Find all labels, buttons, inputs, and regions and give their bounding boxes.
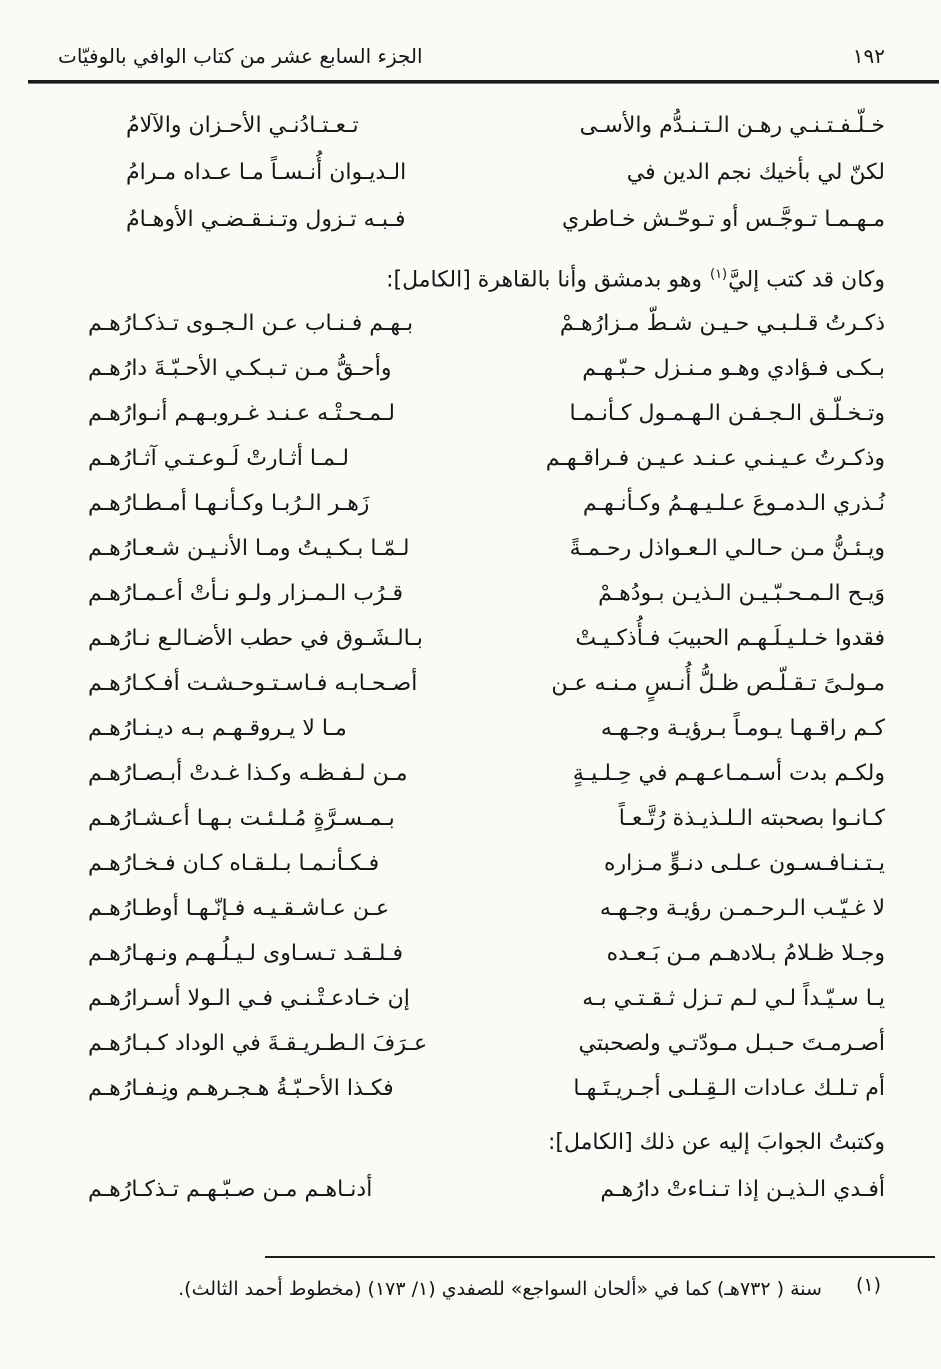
footnote — [0, 1258, 941, 1304]
verse-line — [88, 436, 885, 481]
verse-line — [88, 976, 885, 1021]
page-number: ١٩٢ — [852, 44, 885, 68]
verse-line — [88, 391, 885, 436]
second-hemistich: بـمـسـرَّةٍ مُـلـئـت بـهـا أعـشـارُهـم — [88, 806, 395, 831]
verse-line — [126, 196, 885, 243]
verse-line — [88, 481, 885, 526]
second-hemistich: لـمـحـتْـه عـنـد غـروبـهـم أنـوارُهـم — [88, 401, 396, 426]
verse-line — [88, 796, 885, 841]
first-hemistich: ويـئـنُّ مـن حـالـي الـعـواذل رحـمـةً — [569, 536, 885, 561]
second-hemistich: لـمّـا بـكـيـتُ ومـا الأنـيـن شـعـارُهـم — [88, 536, 410, 561]
second-hemistich: فـلـقـد تـسـاوى لـيـلُـهـم ونـهـارُهـم — [88, 941, 403, 966]
second-hemistich: أصـحـابـه فـاسـتـوحـشـت أفـكـارُهـم — [88, 671, 418, 696]
first-hemistich: يـا سـيّـداً لـي لـم تـزل ثـقـتـي بـه — [582, 986, 885, 1011]
poem-reply — [88, 1167, 885, 1212]
first-hemistich: فقدوا خـلـيـلَـهـم الحبيبَ فـأُذكـيـتْ — [575, 626, 885, 651]
verse-line — [126, 102, 885, 149]
prose-reply-intro: وكتبتُ الجوابَ إليه عن ذلك [الكامل]: — [547, 1130, 885, 1155]
first-hemistich: أفـدي الـذيـن إذا تـنـاءتْ دارُهـم — [600, 1177, 885, 1202]
verse-line — [88, 1066, 885, 1111]
poem-opening — [126, 102, 885, 243]
prose-intro-text: وكان قد كتب إليَّ — [728, 267, 885, 293]
second-hemistich: تـعـتـادُنـي الأحـزان والآلامُ — [126, 113, 359, 138]
second-hemistich: فـبـه تـزول وتـنـقـضـي الأوهـامُ — [126, 207, 406, 232]
page-header — [0, 0, 941, 68]
verse-line — [88, 346, 885, 391]
verse-line — [88, 661, 885, 706]
second-hemistich: قـرُب الـمـزار ولـو نـأتْ أعـمـارُهـم — [88, 581, 404, 606]
second-hemistich: فكـذا الأحـبّـةُ هـجـرهـم ونِـفـارُهـم — [88, 1076, 394, 1101]
second-hemistich: الـديـوان أُنـسـاً مـا عـداه مـرامُ — [126, 160, 407, 185]
first-hemistich: خـلّـفـتـنـي رهـن الـتـنـدُّم والأسـى — [579, 113, 885, 138]
verse-line — [88, 571, 885, 616]
second-hemistich: أدنـاهـم مـن صـبّـهـم تـذكـارُهـم — [88, 1177, 373, 1202]
page-title: الجزء السابع عشر من كتاب الوافي بالوفيّات — [58, 44, 423, 68]
second-hemistich: زَهـر الـرُبـا وكـأنـهـا أمـطـارُهـم — [88, 491, 370, 516]
first-hemistich: أم تـلـك عـادات الـقِـلـى أجـريـتَـهـا — [573, 1076, 885, 1101]
first-hemistich: وتـخـلّـق الـجـفـن الـهـمـول كـأنـمـا — [569, 401, 885, 426]
verse-line — [88, 301, 885, 346]
first-hemistich: كـم راقـهـا يـومـاً بـرؤيـة وجـهـه — [600, 716, 885, 741]
second-hemistich: مـن لـفـظـه وكـذا غـدتْ أبـصـارُهـم — [88, 761, 408, 786]
verse-line — [88, 886, 885, 931]
verse-line — [88, 931, 885, 976]
verse-line — [88, 616, 885, 661]
footnote-area — [0, 1256, 941, 1304]
verse-line — [88, 841, 885, 886]
first-hemistich: بـكـى فـؤادي وهـو مـنـزل حـبّـهـم — [582, 356, 885, 381]
second-hemistich: إن خـادعـتْـنـي فـي الـولا أسـرارُهـم — [88, 986, 410, 1011]
second-hemistich: عـرَفَ الـطـريـقـةَ في الوداد كـبـارُهـم — [88, 1031, 428, 1056]
footnote-ref: (١) — [709, 267, 728, 282]
first-hemistich: نُـذري الـدمـوعَ عـلـيـهـمُ وكـأنـهـم — [582, 491, 885, 516]
first-hemistich: لكنّ لي بأخيك نجم الدين في — [626, 160, 885, 185]
first-hemistich: كـانـوا بصحبته الـلـذيـذة رُتَّـعـاً — [618, 806, 885, 831]
footnote-text: سنة ( ٧٣٢هـ) كما في «ألحان السواجع» للصفدي (١/ ١٧٣) (مخطوط أحمد الثالث). — [178, 1278, 822, 1300]
verse-line — [88, 706, 885, 751]
second-hemistich: عـن عـاشـقـيـه فـإنّـهـا أوطـارُهـم — [88, 896, 390, 921]
poem-received-letter — [88, 301, 885, 1111]
second-hemistich: لـمـا أثـارتْ لَـوعـتـي آثـارُهـم — [88, 446, 349, 471]
first-hemistich: أصـرمـتَ حـبـل مـودّتـي ولصحبتي — [578, 1031, 885, 1056]
first-hemistich: لا غـيّـب الـرحـمـن رؤيـة وجـهـه — [599, 896, 885, 921]
prose-intro — [0, 251, 885, 299]
first-hemistich: مـولـىً تـقـلّـص ظـلُّ أُنـسٍ مـنـه عـن — [551, 671, 885, 696]
second-hemistich: بـالـشَـوق في حطب الأضـالـع نـارُهـم — [88, 626, 423, 651]
first-hemistich: ولكـم بدت أسـمـاعـهـم في حِـلـيـةٍ — [572, 761, 885, 786]
verse-line — [88, 1021, 885, 1066]
prose-intro-text-after: وهو بدمشق وأنا بالقاهرة [الكامل]: — [386, 267, 709, 293]
first-hemistich: ذكـرتُ قـلـبـي حـيـن شـطّ مـزارُهـمْ — [559, 311, 885, 336]
header-rule — [28, 80, 939, 84]
first-hemistich: مـهـمـا تـوجَّـس أو تـوحّـش خـاطري — [561, 207, 885, 232]
verse-line — [88, 526, 885, 571]
verse-line — [126, 149, 885, 196]
second-hemistich: فـكـأنـمـا بـلـقـاه كـان فـخـارُهـم — [88, 851, 380, 876]
verse-line — [88, 751, 885, 796]
second-hemistich: وأحـقُّ مـن تـبـكـي الأحـبّـةَ دارُهـم — [88, 356, 392, 381]
first-hemistich: وذكـرتُ عـيـنـي عـنـد عـيـن فـراقـهـم — [545, 446, 885, 471]
footnote-marker: (١) — [855, 1274, 881, 1296]
second-hemistich: مـا لا يـروقـهـم بـه ديـنـارُهـم — [88, 716, 347, 741]
first-hemistich: وجـلا ظـلامُ بـلادهـم مـن بَـعـده — [606, 941, 885, 966]
first-hemistich: يـتـنـافـسـون عـلـى دنـوٍّ مـزاره — [604, 851, 885, 876]
first-hemistich: وَيـح الـمـحـبّـيـن الـذيـن بـودُهـمْ — [598, 581, 885, 606]
second-hemistich: بـهـم فـنـاب عـن الـجـوى تـذكـارُهـم — [88, 311, 414, 336]
verse-line — [88, 1167, 885, 1212]
